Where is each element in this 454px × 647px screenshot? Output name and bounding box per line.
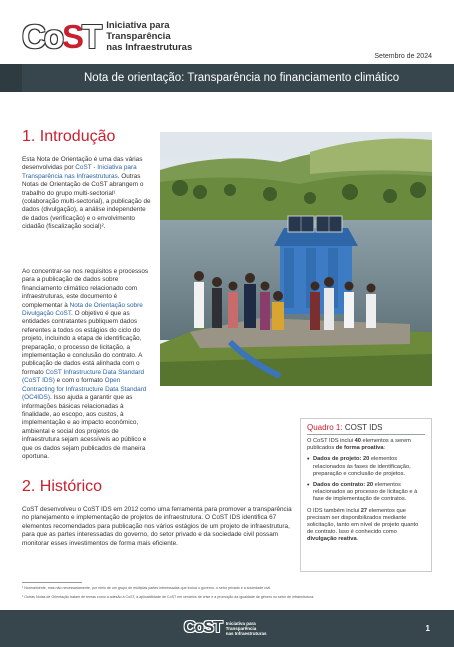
org-name: Iniciativa para Transparência nas Infraestruturas: [106, 20, 193, 53]
footnote-rule: [22, 582, 82, 583]
box-intro: O CoST IDS inclui 40 elementos a serem publicados de forma proativa:: [307, 438, 411, 452]
disclosure-guidance-link[interactable]: Nota de Orientação sobre Divulgação CoST: [22, 301, 143, 318]
cost-link[interactable]: CoST - Iniciativa para Transparência nas Infraestruturas: [22, 164, 137, 180]
box-outro: O IDS também inclui 27 elementos que precisam ser disponibilizados mediante solicitação, tanto em nível de projeto quanto de contrato. Isso é conhecido como divulgação reativa.: [307, 507, 419, 543]
footer-logo: [184, 620, 276, 636]
box-bullet-project: • Dados de projeto: 20 elementos relacionados às fases de identificação, preparação e conclusão de projetos.: [307, 456, 425, 478]
box-bullet-contract: • Dados do contrato: 20 elementos relacionados ao processo de licitação e à fase de implementação de contratos.: [307, 482, 425, 504]
publication-date: Setembro de 2024: [374, 53, 432, 60]
intro-paragraph-2: Ao concentrar-se nos requisitos e processos para a publicação de dados sobre financiamento climático relacionado com infraestruturas, este documento é complementar à Nota de Orientação sobre Divulgação CoST. O objetivo é que as entidades contratantes publiquem dados referentes a todos os estágios do ciclo do projeto, incluindo a etapa de identificação, preparação, o processo de licitação, a implementação e conclusão do contrato. A publicação de dados está alinhada com o formato CoST Infrastructure Data Standard (CoST IDS) e com o formato Open Contracting for Infrastructure Data Standard (OC4IDS). Isso ajuda a garantir que as informações básicas relacionadas à finalidade, ao escopo, aos custos, à implementação e ao impacto econômico, ambiental e social dos projetos de infraestrutura sejam acessíveis ao público e que os dados sejam publicados de maneira oportuna.: [22, 268, 149, 460]
oc4ids-link[interactable]: Open Contracting for Infrastructure Data Standard (OC4IDS): [22, 377, 147, 402]
title-banner: [0, 64, 454, 92]
section-heading-introducao: 1. Introdução: [22, 128, 116, 145]
lake-pump-station-photo: [160, 132, 432, 386]
page-footer: [0, 610, 454, 647]
header-logo: [22, 20, 196, 53]
cost-ids-link[interactable]: CoST Infrastructure Data Standard (CoST IDS): [22, 368, 145, 385]
historico-paragraph: CoST desenvolveu o CoST IDS em 2012 como uma ferramenta para promover a transparência no planejamento e implementação de projetos de infraestrutura. O CoST IDS identifica 67 elementos recomendados para publicação nos vários estágios de um projeto de infraestrutura, para que as partes interessadas do governo, do setor privado e da sociedade civil possam monitorar esses investimentos de forma mais eficiente.: [22, 506, 292, 547]
footnote-1: ¹ Normalmente, mas não necessariamente, por meio de um grupo de múltiplas partes interessadas que inclua o governo, o setor privado e a sociedade civil.: [22, 586, 272, 590]
quadro-1-box: [300, 418, 432, 572]
box-bullets: [307, 456, 425, 503]
footer-org-name: Iniciativa para Transparência nas Infraestruturas: [225, 620, 267, 636]
footnote-2: ² Outras Notas de Orientação tratam de temas como a adesão à CoST, a aplicabilidade de CoST em cenários de crise e a promoção da igualdade de gênero no setor de infraestrutura.: [22, 595, 315, 599]
page-number: 1: [425, 624, 430, 633]
footnotes: [22, 586, 432, 600]
intro-paragraph-1: Esta Nota de Orientação é uma das várias desenvolvidas por CoST - Iniciativa para Transparência nas Infraestruturas. Outras Notas de Orientação de CoST abrangem o trabalho do grupo multi-sectorial¹ (colaboração multi-sectorial), a publicação de dados (divulgação), a análise independente de dados (verificação) e o envolvimento cidadão (fiscalização social)².: [22, 156, 151, 231]
section-heading-historico: 2. Histórico: [22, 478, 103, 495]
document-title: Nota de orientação: Transparência no financiamento climático: [84, 72, 400, 84]
footer-cost-logo: CoST: [184, 619, 222, 636]
cost-logo: CoST: [22, 18, 101, 55]
box-title: Quadro 1: COST IDS: [307, 423, 383, 432]
